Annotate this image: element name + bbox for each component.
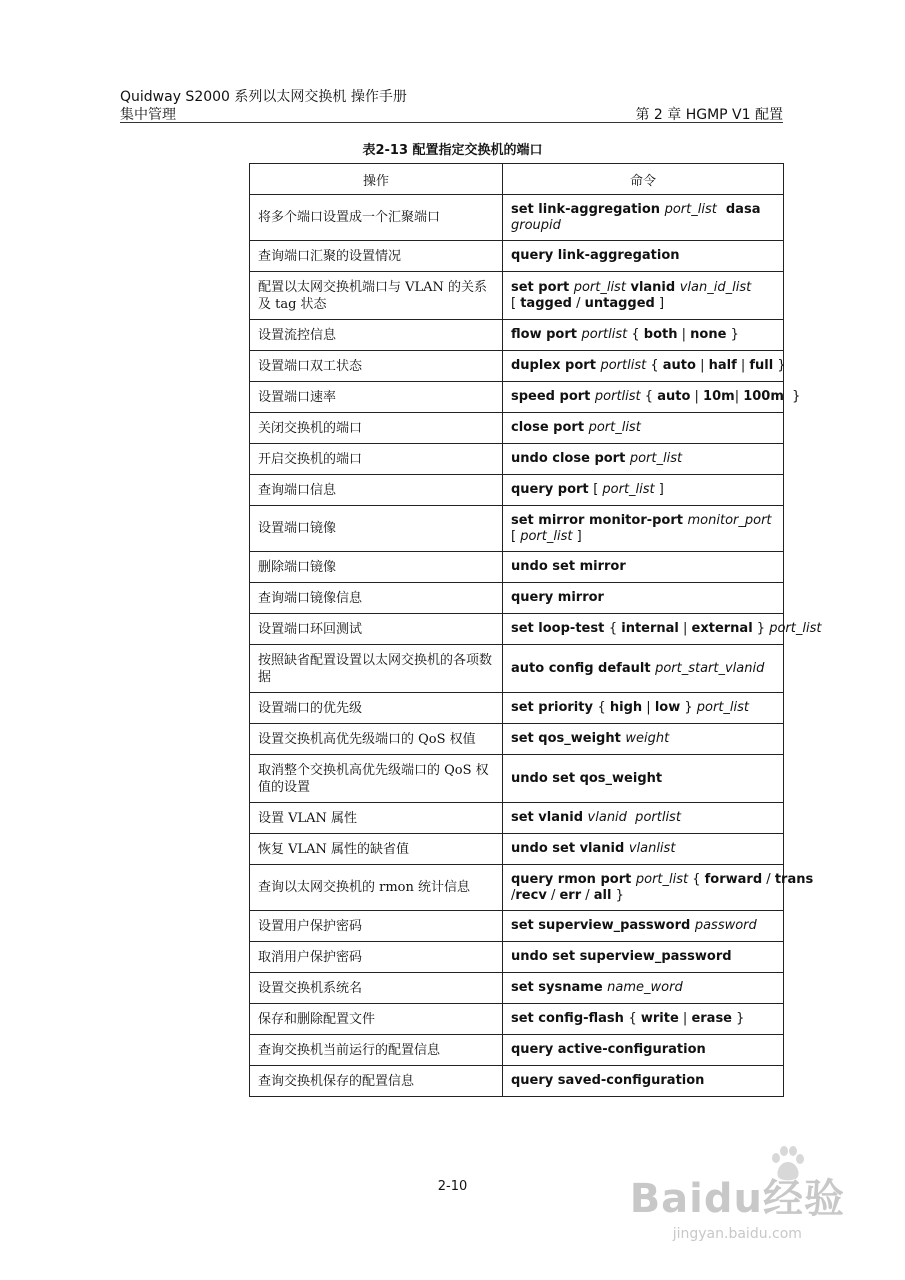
command-parameter: port_list: [602, 482, 655, 497]
command-keyword: set link-aggregation: [511, 201, 665, 217]
command-syntax: |: [678, 1011, 692, 1026]
command-keyword: query saved-configuration: [511, 1073, 705, 1088]
operation-cell: 关闭交换机的端口: [250, 413, 503, 444]
command-syntax: {: [597, 700, 610, 715]
command-keyword: high: [609, 700, 643, 715]
command-keyword: internal: [621, 621, 679, 636]
operation-cell: 取消用户保护密码: [250, 942, 503, 973]
operation-cell: 查询以太网交换机的 rmon 统计信息: [250, 865, 503, 911]
table-row: [250, 865, 784, 911]
operation-cell: 设置交换机高优先级端口的 QoS 权值: [250, 724, 503, 755]
command-keyword: auto: [657, 389, 691, 404]
command-keyword: set sysname: [511, 980, 608, 995]
command-keyword: query link-aggregation: [511, 248, 680, 263]
table-row: [250, 803, 784, 834]
command-parameter: vlanlist: [628, 841, 676, 856]
command-keyword: 100m: [743, 389, 784, 404]
command-syntax: }: [773, 358, 786, 373]
command-syntax: {: [646, 358, 663, 373]
command-cell: [503, 973, 784, 1004]
command-parameter: weight: [625, 731, 670, 746]
command-parameter: vlanid portlist: [587, 810, 681, 825]
command-keyword: half: [708, 358, 737, 373]
table-row: [250, 942, 784, 973]
operation-cell: 设置端口速率: [250, 382, 503, 413]
command-syntax: {: [608, 621, 622, 636]
column-header-operation: 操作: [250, 164, 503, 195]
command-keyword: trans: [774, 871, 814, 887]
command-syntax: |: [734, 389, 744, 404]
command-syntax: |: [736, 358, 750, 373]
command-syntax: ]: [654, 482, 664, 497]
command-parameter: port_list: [588, 420, 641, 435]
table-row: [250, 382, 784, 413]
command-cell: [503, 351, 784, 382]
command-syntax: {: [688, 871, 705, 887]
command-syntax: /: [571, 295, 585, 311]
command-keyword: set loop-test: [511, 621, 609, 636]
command-keyword: duplex port: [511, 358, 601, 373]
watermark: [630, 1167, 845, 1242]
command-syntax: }: [611, 887, 624, 903]
command-parameter: port_list: [635, 871, 689, 887]
command-cell: [503, 942, 784, 973]
table-row: [250, 506, 784, 552]
command-syntax: /: [581, 887, 594, 903]
command-syntax: /: [762, 871, 775, 887]
command-syntax: |: [678, 621, 692, 636]
command-syntax: /: [546, 887, 560, 903]
command-keyword: erase: [691, 1011, 732, 1026]
command-keyword: set priority: [511, 700, 598, 715]
watermark-logo: Baidu经验: [629, 1176, 845, 1222]
command-cell: [503, 413, 784, 444]
operation-cell: 查询交换机保存的配置信息: [250, 1066, 503, 1097]
command-parameter: groupid: [511, 217, 561, 233]
command-syntax: }: [732, 1011, 745, 1026]
command-parameter: port_list: [664, 201, 717, 217]
operation-cell: 设置流控信息: [250, 320, 503, 351]
operation-cell: 按照缺省配置设置以太网交换机的各项数据: [250, 645, 503, 693]
command-parameter: port_list: [520, 528, 573, 544]
command-syntax: |: [690, 389, 704, 404]
command-keyword: undo set mirror: [511, 559, 626, 574]
page-number: 2-10: [437, 1179, 468, 1194]
table-row: [250, 834, 784, 865]
command-syntax: }: [726, 327, 739, 342]
command-keyword: recv: [515, 887, 547, 903]
command-cell: [503, 444, 784, 475]
table-header-row: [250, 164, 784, 195]
command-keyword: untagged: [584, 295, 655, 311]
command-parameter: port_start_vlanid: [655, 660, 765, 676]
table-row: [250, 1035, 784, 1066]
table-row: [250, 320, 784, 351]
command-keyword: set vlanid: [511, 810, 588, 825]
command-keyword: undo set qos_weight: [511, 770, 663, 786]
command-cell: [503, 1004, 784, 1035]
command-keyword: query active-configuration: [511, 1042, 706, 1057]
command-keyword: external: [691, 621, 753, 636]
command-syntax: [: [511, 295, 521, 311]
command-parameter: portlist: [581, 327, 628, 342]
command-keyword: dasa: [716, 201, 761, 217]
command-parameter: port_list: [629, 451, 683, 466]
operation-cell: 配置以太网交换机端口与 VLAN 的关系及 tag 状态: [250, 272, 503, 320]
table-row: [250, 973, 784, 1004]
command-cell: [503, 272, 784, 320]
operation-cell: 查询端口信息: [250, 475, 503, 506]
operation-cell: 设置端口的优先级: [250, 693, 503, 724]
section-label: 集中管理: [120, 107, 176, 123]
command-keyword: set mirror monitor-port: [511, 512, 688, 528]
command-syntax: |: [677, 327, 691, 342]
command-cell: [503, 583, 784, 614]
command-syntax: {: [627, 327, 644, 342]
command-keyword: forward: [704, 871, 763, 887]
command-keyword: all: [593, 887, 612, 903]
document-title: Quidway S2000 系列以太网交换机 操作手册: [120, 89, 407, 105]
command-keyword: undo set vlanid: [511, 841, 629, 856]
command-keyword: vlanid: [625, 279, 680, 295]
table-row: [250, 475, 784, 506]
command-cell: [503, 865, 814, 911]
operation-cell: 设置 VLAN 属性: [250, 803, 503, 834]
command-cell: [503, 614, 822, 645]
command-syntax: {: [628, 1011, 641, 1026]
command-syntax: ]: [654, 295, 665, 311]
table-row: [250, 241, 784, 272]
command-syntax: {: [640, 389, 658, 404]
command-keyword: set port: [511, 279, 574, 295]
watermark-url: jingyan.baidu.com: [672, 1226, 802, 1242]
operation-cell: 开启交换机的端口: [250, 444, 503, 475]
command-cell: [503, 1066, 784, 1097]
chapter-label: 第 2 章 HGMP V1 配置: [635, 107, 783, 123]
operation-cell: 保存和删除配置文件: [250, 1004, 503, 1035]
running-header: [120, 104, 783, 123]
port-config-table: [249, 163, 822, 1097]
table-row: [250, 413, 784, 444]
command-cell: [503, 195, 784, 241]
operation-cell: 设置交换机系统名: [250, 973, 503, 1004]
command-keyword: set qos_weight: [511, 731, 626, 746]
table-body: [250, 195, 822, 1097]
operation-cell: 删除端口镜像: [250, 552, 503, 583]
command-syntax: [: [511, 528, 521, 544]
table-row: [250, 195, 784, 241]
command-cell: [503, 475, 784, 506]
command-cell: [503, 1035, 784, 1066]
command-keyword: 10m: [703, 389, 735, 404]
command-syntax: |: [695, 358, 709, 373]
command-cell: [503, 834, 784, 865]
table-row: [250, 724, 784, 755]
operation-cell: 恢复 VLAN 属性的缺省值: [250, 834, 503, 865]
command-parameter: vlan_id_list: [679, 279, 752, 295]
command-cell: [503, 241, 784, 272]
command-cell: [503, 693, 784, 724]
command-keyword: err: [559, 887, 582, 903]
command-keyword: query port: [511, 482, 594, 497]
table-row: [250, 614, 784, 645]
command-keyword: undo close port: [511, 451, 630, 466]
command-cell: [503, 645, 784, 693]
table-row: [250, 583, 784, 614]
command-parameter: password: [694, 918, 757, 933]
operation-cell: 设置端口环回测试: [250, 614, 503, 645]
table-row: [250, 444, 784, 475]
command-syntax: |: [642, 700, 655, 715]
command-cell: [503, 803, 784, 834]
command-parameter: port_list: [573, 279, 626, 295]
command-syntax: }: [752, 621, 770, 636]
command-keyword: write: [640, 1011, 679, 1026]
command-parameter: monitor_port: [687, 512, 772, 528]
command-keyword: undo set superview_password: [511, 949, 732, 964]
table-row: [250, 645, 784, 693]
table-row: [250, 1066, 784, 1097]
command-keyword: query mirror: [511, 590, 604, 605]
column-header-command: 命令: [503, 164, 784, 195]
table-row: [250, 693, 784, 724]
operation-cell: 取消整个交换机高优先级端口的 QoS 权值的设置: [250, 755, 503, 803]
command-keyword: both: [643, 327, 678, 342]
command-keyword: full: [749, 358, 774, 373]
command-cell: [503, 724, 784, 755]
command-keyword: set superview_password: [511, 918, 695, 933]
command-syntax: /: [511, 887, 516, 903]
command-cell: [503, 320, 784, 351]
table-row: [250, 552, 784, 583]
command-keyword: flow port: [511, 327, 582, 342]
command-syntax: ]: [572, 528, 582, 544]
command-keyword: auto: [662, 358, 696, 373]
command-keyword: low: [654, 700, 681, 715]
command-cell: [503, 755, 784, 803]
command-syntax: [: [593, 482, 603, 497]
operation-cell: 将多个端口设置成一个汇聚端口: [250, 195, 503, 241]
command-keyword: set config-flash: [511, 1011, 629, 1026]
command-keyword: auto config default: [511, 660, 656, 676]
command-parameter: port_list: [696, 700, 750, 715]
command-keyword: query rmon port: [511, 871, 636, 887]
table-row: [250, 272, 784, 320]
table-row: [250, 1004, 784, 1035]
command-cell: [503, 506, 784, 552]
command-cell: [503, 552, 784, 583]
command-keyword: speed port: [511, 389, 595, 404]
operation-cell: 设置端口双工状态: [250, 351, 503, 382]
command-parameter: name_word: [607, 980, 683, 995]
command-parameter: portlist: [594, 389, 641, 404]
command-cell: [503, 911, 784, 942]
command-keyword: close port: [511, 420, 589, 435]
command-syntax: }: [783, 389, 801, 404]
command-parameter: port_list: [769, 621, 822, 636]
table-caption: 表2-13 配置指定交换机的端口: [362, 143, 543, 158]
operation-cell: 查询交换机当前运行的配置信息: [250, 1035, 503, 1066]
command-cell: [503, 382, 801, 413]
command-keyword: tagged: [520, 295, 572, 311]
command-keyword: none: [690, 327, 727, 342]
operation-cell: 查询端口汇聚的设置情况: [250, 241, 503, 272]
command-syntax: }: [680, 700, 697, 715]
command-parameter: portlist: [600, 358, 647, 373]
operation-cell: 查询端口镜像信息: [250, 583, 503, 614]
table-row: [250, 911, 784, 942]
table-row: [250, 755, 784, 803]
operation-cell: 设置端口镜像: [250, 506, 503, 552]
table-row: [250, 351, 784, 382]
operation-cell: 设置用户保护密码: [250, 911, 503, 942]
